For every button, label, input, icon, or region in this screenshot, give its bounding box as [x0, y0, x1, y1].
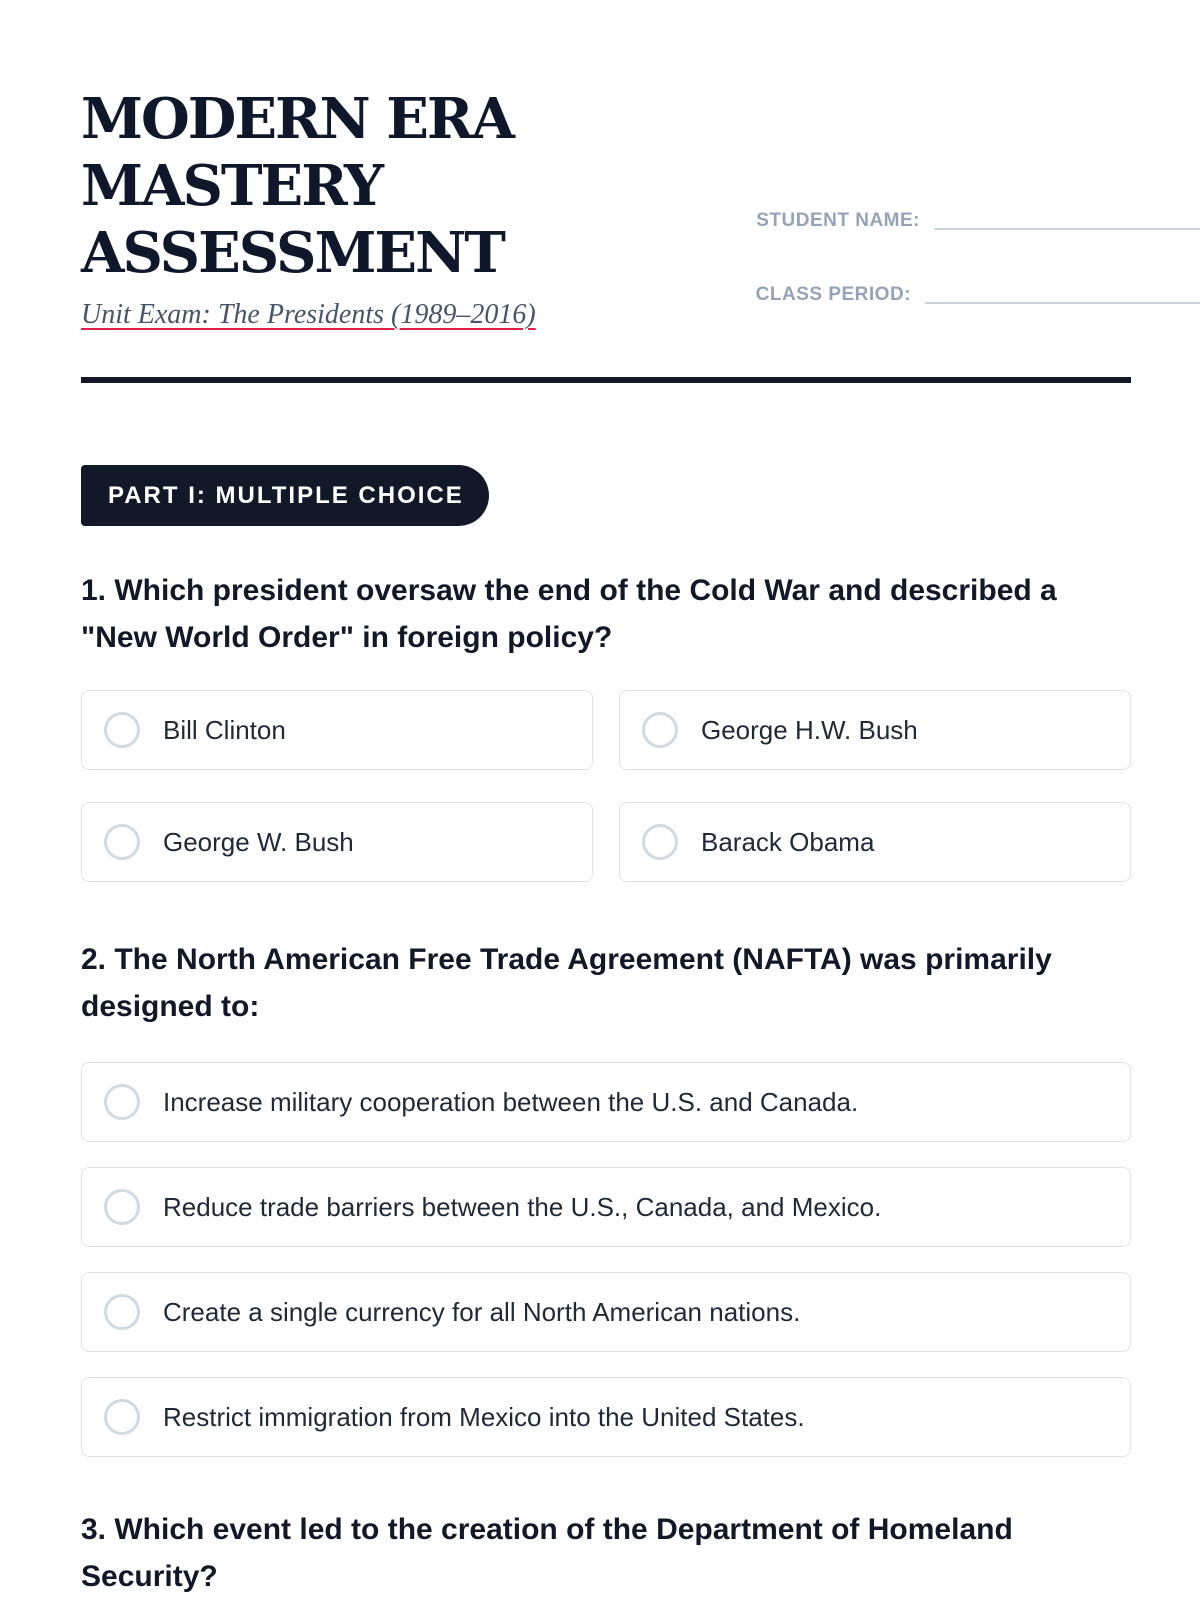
q1-option-a[interactable] [81, 690, 593, 770]
header-divider [81, 377, 1131, 383]
question-1-text: 1. Which president oversaw the end of the Cold War and described a "New World Order" in foreign policy? [81, 574, 1057, 654]
option-label: Increase military cooperation between the U.S. and Canada. [163, 1086, 859, 1117]
question-2-text: 2. The North American Free Trade Agreement (NAFTA) was primarily designed to: [81, 943, 1052, 1023]
exam-page [81, 0, 1131, 1600]
option-label: Barack Obama [701, 826, 875, 857]
radio-circle-icon[interactable] [642, 824, 678, 860]
student-name-label: STUDENT NAME: [756, 210, 920, 231]
student-name-line[interactable] [934, 228, 1200, 230]
radio-circle-icon[interactable] [104, 712, 140, 748]
student-name-field [736, 208, 1200, 234]
radio-circle-icon[interactable] [104, 824, 140, 860]
title-line: MODERN ERA [81, 86, 513, 152]
exam-subtitle: Unit Exam: The Presidents (1989–2016) [81, 299, 536, 330]
title-line: MASTERY [81, 153, 383, 219]
q2-option-b[interactable] [81, 1167, 1131, 1247]
q1-option-b[interactable] [619, 690, 1131, 770]
q2-option-c[interactable] [81, 1272, 1131, 1352]
option-label: Reduce trade barriers between the U.S., Canada, and Mexico. [163, 1191, 882, 1222]
radio-circle-icon[interactable] [104, 1084, 140, 1120]
q1-option-d[interactable] [619, 802, 1131, 882]
radio-circle-icon[interactable] [104, 1294, 140, 1330]
option-label: George H.W. Bush [701, 714, 918, 745]
radio-circle-icon[interactable] [642, 712, 678, 748]
q2-option-d[interactable] [81, 1377, 1131, 1457]
section-badge: PART I: MULTIPLE CHOICE [81, 465, 489, 526]
class-period-label: CLASS PERIOD: [755, 284, 911, 305]
radio-circle-icon[interactable] [104, 1399, 140, 1435]
class-period-field [736, 282, 1200, 308]
option-label: Bill Clinton [163, 714, 286, 745]
option-label: George W. Bush [163, 826, 354, 857]
exam-title [81, 86, 701, 287]
radio-circle-icon[interactable] [104, 1189, 140, 1225]
question-3-text: 3. Which event led to the creation of the Department of Homeland Security? [81, 1513, 1013, 1593]
class-period-line[interactable] [925, 302, 1200, 304]
q2-option-a[interactable] [81, 1062, 1131, 1142]
q1-option-c[interactable] [81, 802, 593, 882]
option-label: Restrict immigration from Mexico into the United States. [163, 1401, 805, 1432]
option-label: Create a single currency for all North American nations. [163, 1296, 801, 1327]
title-line: ASSESSMENT [81, 220, 504, 286]
